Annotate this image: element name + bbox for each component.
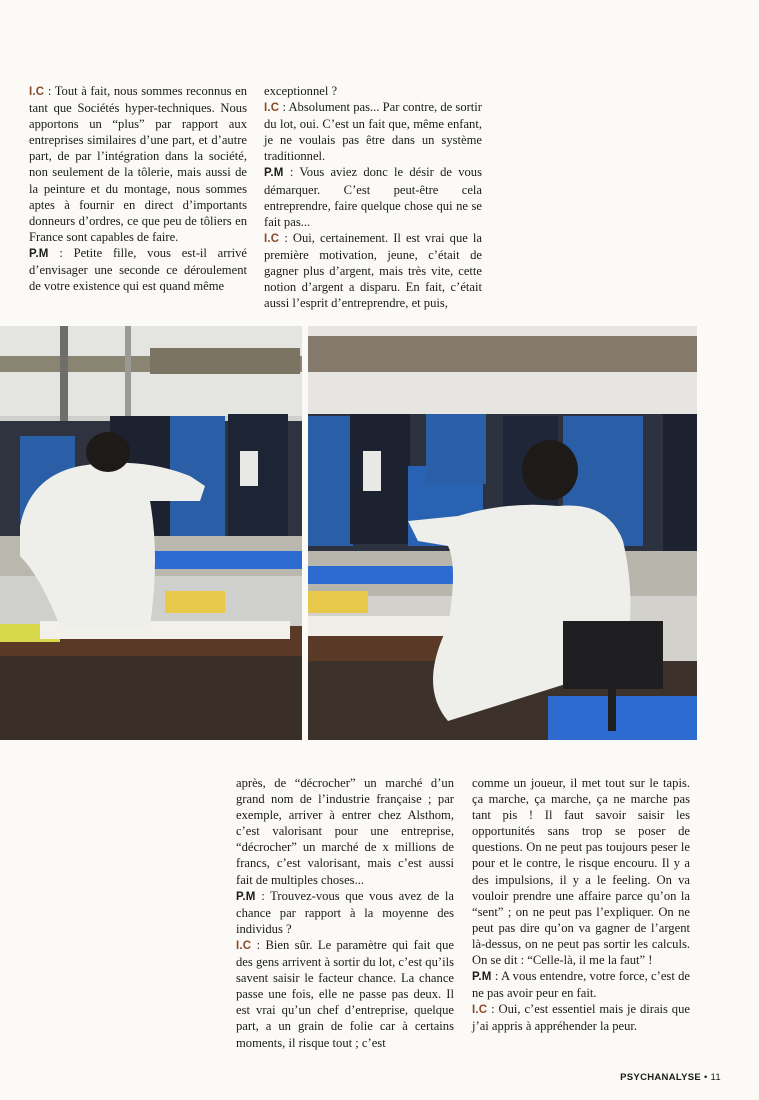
- interview-paragraph: [264, 230, 482, 311]
- speaker-label: I.C: [264, 232, 280, 245]
- interview-paragraph: [472, 775, 690, 968]
- paragraph-text: : Tout à fait, nous sommes reconnus en tant que Sociétés hyper-techniques. Nous apportons un “plus” par rapport aux entreprises similaires d’une part, et d’autre part, de par l’intégration dans la société, non seulement de la tôlerie, mais aussi de la peinture et du montage, nous sommes aptes à fournir en direct d’importants donneurs d’ordres, ce que peu de tôliers en France sont capables de faire.: [29, 84, 247, 244]
- footer-separator: •: [701, 1072, 711, 1083]
- paragraph-text: : Oui, certainement. Il est vrai que la première motivation, jeune, c’était de gagner plus d’argent, mais très vite, cette notion d’argent a disparu. En fait, c’était aussi l’esprit d’entreprendre, et puis,: [264, 230, 482, 311]
- paragraph-text: : Oui, c’est essentiel mais je dirais que j’ai appris à appréhender la peur.: [472, 1002, 690, 1034]
- paragraph-text: après, de “décrocher” un marché d’un grand nom de l’industrie française ; par exemple, arriver à entrer chez Alsthom, c’est valorisant pour une entreprise, “décrocher” un marché de x millions de francs, c’est valorisant, mais c’est aussi fait de multiples choses...: [236, 776, 454, 887]
- text-column-2: [264, 83, 482, 311]
- interview-paragraph: [29, 245, 247, 294]
- interview-paragraph: [236, 888, 454, 937]
- speaker-label: I.C: [264, 102, 280, 115]
- interview-paragraph: [236, 775, 454, 888]
- paragraph-text: : A vous entendre, votre force, c’est de ne pas avoir peur en fait.: [472, 969, 690, 1001]
- interview-paragraph: [264, 164, 482, 229]
- interview-paragraph: [264, 83, 482, 99]
- paragraph-text: : Trouvez-vous que vous avez de la chance par rapport à la moyenne des individus ?: [236, 888, 454, 936]
- speaker-label: I.C: [29, 86, 45, 98]
- paragraph-text: : Absolument pas... Par contre, de sortir du lot, oui. C’est un fait que, même enfant, je ne voulais pas être dans un système traditionnel.: [264, 100, 482, 164]
- page-footer: [620, 1072, 721, 1083]
- factory-photo-right: [308, 326, 697, 740]
- page-number: 11: [710, 1072, 721, 1083]
- interview-paragraph: [236, 937, 454, 1051]
- paragraph-text: : Vous aviez donc le désir de vous démarquer. C’est peut-être cela entreprendre, faire quelque chose qui ne se fait pas...: [264, 165, 482, 229]
- text-column-4: [472, 775, 690, 1035]
- text-column-1: [29, 83, 247, 294]
- factory-photo-left: [0, 326, 302, 740]
- interview-paragraph: [472, 1001, 690, 1034]
- speaker-label: I.C: [236, 939, 252, 952]
- paragraph-text: : Bien sûr. Le paramètre qui fait que des gens arrivent à sortir du lot, c’est qu’ils savent saisir le facteur chance. La chance passe une fois, elle ne passe pas deux. Il est vrai qu’un chef d’entreprise, quelque part, a un grain de folie car à certains moments, il risque tout ; c’est: [236, 937, 454, 1050]
- speaker-label: P.M: [29, 247, 49, 260]
- text-column-3: [236, 775, 454, 1051]
- interview-paragraph: [29, 83, 247, 245]
- interview-paragraph: [264, 99, 482, 164]
- speaker-label: I.C: [472, 1004, 488, 1017]
- paragraph-text: exceptionnel ?: [264, 84, 338, 98]
- paragraph-text: : Petite fille, vous est-il arrivé d’envisager une seconde ce déroulement de votre existence qui est quand même: [29, 245, 247, 294]
- interview-paragraph: [472, 968, 690, 1001]
- paragraph-text: comme un joueur, il met tout sur le tapis. ça marche, ça marche, ça ne marche pas tant pis ! Il faut savoir saisir les opportunités sans trop se poser de questions. On ne peut pas toujours peser le pour et le contre, le risque encouru. Il y a des impulsions, il y a le feeling. On va vouloir prendre une affaire parce qu’on la “sent” ; on ne peut pas l’expliquer. On ne peut pas dire qu’on va gagner de l’argent là-dessus, on ne peut pas sortir les calculs. On se dit : “Celle-là, il me la faut” !: [472, 776, 690, 968]
- speaker-label: P.M: [472, 971, 492, 984]
- speaker-label: P.M: [264, 167, 284, 180]
- magazine-name: PSYCHANALYSE: [620, 1072, 702, 1083]
- speaker-label: P.M: [236, 890, 256, 903]
